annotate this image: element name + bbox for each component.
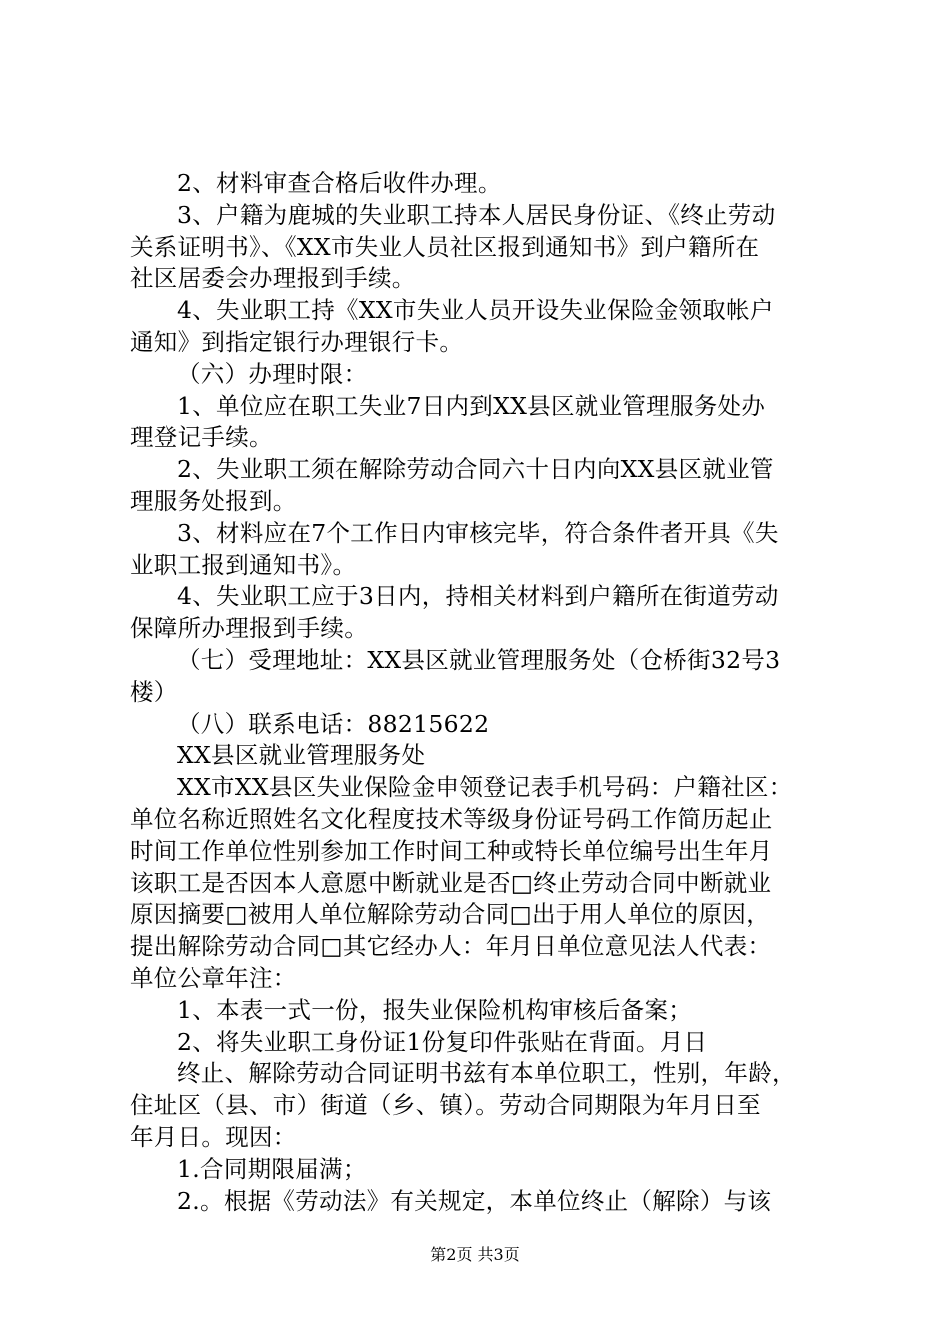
text-line: 2、失业职工须在解除劳动合同六十日内向XX县区就业管 <box>177 455 774 484</box>
text-line: 理登记手续。 <box>130 423 273 452</box>
text-line: 2.。根据《劳动法》有关规定，本单位终止（解除）与该 <box>177 1186 772 1215</box>
text-line: 终止、解除劳动合同证明书兹有本单位职工，性别，年龄， <box>177 1059 796 1088</box>
text-line: 原因摘要□被用人单位解除劳动合同□出于用人单位的原因， <box>130 900 771 929</box>
text-line: 2、将失业职工身份证1份复印件张贴在背面。月日 <box>177 1027 708 1056</box>
text-line: 楼） <box>130 677 178 706</box>
page-footer: 第2页 共3页 <box>430 1245 520 1264</box>
text-line: 通知》到指定银行办理银行卡。 <box>130 327 464 356</box>
text-line: （六）办理时限： <box>177 359 368 388</box>
text-line: 3、户籍为鹿城的失业职工持本人居民身份证、《终止劳动 <box>177 200 776 229</box>
text-line: （八）联系电话：88215622 <box>177 709 490 738</box>
text-line: 1、单位应在职工失业7日内到XX县区就业管理服务处办 <box>177 391 766 420</box>
text-line: XX市XX县区失业保险金申领登记表手机号码：户籍社区： <box>177 773 793 802</box>
text-line: 年月日。现因： <box>130 1122 297 1151</box>
text-line: 住址区（县、市）街道（乡、镇）。劳动合同期限为年月日至 <box>130 1091 761 1120</box>
text-line: （七）受理地址：XX县区就业管理服务处（仓桥街32号3 <box>177 645 781 674</box>
text-line: 1.合同期限届满； <box>177 1154 367 1183</box>
text-line: 2、材料审查合格后收件办理。 <box>177 169 502 197</box>
text-line: 业职工报到通知书》。 <box>130 550 357 579</box>
text-line: 时间工作单位性别参加工作时间工种或特长单位编号出生年月 <box>130 836 773 865</box>
text-line: 单位名称近照姓名文化程度技术等级身份证号码工作简历起止 <box>130 804 773 833</box>
text-line: XX县区就业管理服务处 <box>177 741 426 770</box>
text-line: 3、材料应在7个工作日内审核完毕，符合条件者开具《失 <box>177 518 779 547</box>
text-line: 关系证明书》、《XX市失业人员社区报到通知书》到户籍所在 <box>130 232 760 261</box>
text-line: 理服务处报到。 <box>130 486 297 515</box>
text-line: 1、本表一式一份，报失业保险机构审核后备案； <box>177 995 693 1024</box>
text-line: 单位公章年注： <box>130 963 297 992</box>
document-body <box>130 168 830 1217</box>
text-line: 社区居委会办理报到手续。 <box>130 264 416 293</box>
text-line: 4、失业职工应于3日内，持相关材料到户籍所在街道劳动 <box>177 582 779 611</box>
text-line: 保障所办理报到手续。 <box>130 614 368 643</box>
text-line: 提出解除劳动合同□其它经办人：年月日单位意见法人代表： <box>130 932 772 961</box>
text-line: 该职工是否因本人意愿中断就业是否□终止劳动合同中断就业 <box>130 868 772 897</box>
text-line: 4、失业职工持《XX市失业人员开设失业保险金领取帐户 <box>177 296 774 325</box>
